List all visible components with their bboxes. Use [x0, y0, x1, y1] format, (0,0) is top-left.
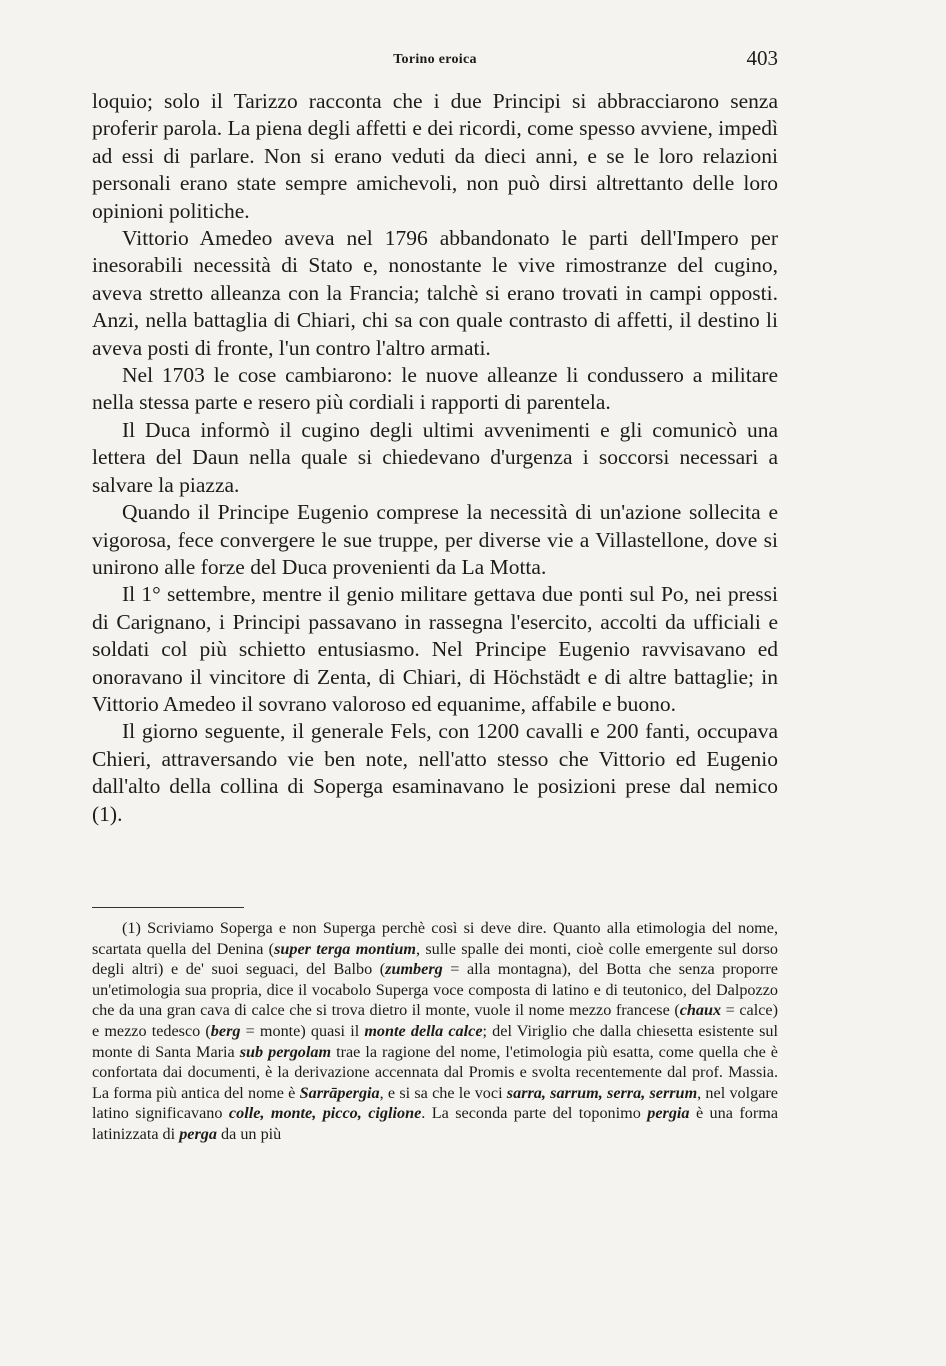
footnote-italic-term: monte della calce	[364, 1021, 483, 1040]
body-text	[92, 88, 778, 828]
footnote-italic-term: berg	[210, 1021, 241, 1040]
footnote-segment: , e si sa che le voci	[379, 1083, 507, 1102]
footnote-italic-term: super terga montium	[274, 939, 416, 958]
footnote-segment: = alla montagna), del Botta che senza proporre un'etimologia sua propria, dice il vocabolo Superga voce composta di latino e di teutonico, del Dalpozzo che da una gran cava di calce che si trova dietro il monte, vuole il nome mezzo francese (	[92, 960, 778, 1020]
footnote	[92, 918, 778, 1145]
footnote-segment: trae la ragione del nome, l'etimologia più esatta, come quella che è confortata dai documenti, è la derivazione accennata dal Promis e svolta recentemente dal prof. Massia. La forma più antica del nome è	[92, 1042, 778, 1102]
footnote-italic-term: sarra, sarrum, serra, serrum	[506, 1083, 698, 1102]
footnote-italic-term: zumberg	[385, 960, 443, 979]
paragraph: Il giorno seguente, il generale Fels, con 1200 cavalli e 200 fanti, occupava Chieri, attraversando vie ben note, nell'atto stesso che Vittorio ed Eugenio dall'alto della collina di Soperga esaminavano le posizioni prese dal nemico (1).	[92, 719, 778, 826]
footnote-separator	[92, 907, 244, 908]
footnote-segment: (1) Scriviamo Soperga e non Superga perchè così si deve dire. Quanto alla etimologia del nome, scartata quella del Denina (	[92, 919, 778, 958]
paragraph: Nel 1703 le cose cambiarono: le nuove alleanze li condussero a militare nella stessa parte e resero più cordiali i rapporti di parentela.	[92, 363, 778, 415]
paragraph: Quando il Principe Eugenio comprese la necessità di un'azione sollecita e vigorosa, fece convergere le sue truppe, per diverse vie a Villastellone, dove si unirono alle forze del Duca provenienti da La Motta.	[92, 500, 778, 579]
paragraph: Vittorio Amedeo aveva nel 1796 abbandonato le parti dell'Impero per inesorabili necessità di Stato e, nonostante le vive rimostranze del cugino, aveva stretto alleanza con la Francia; talchè si erano trovati in campi opposti. Anzi, nella battaglia di Chiari, chi sa con quale contrasto di affetti, il destino li aveva posti di fronte, l'un contro l'altro armati.	[92, 226, 778, 360]
footnote-text	[92, 918, 778, 1145]
footnote-italic-term: sub pergolam	[239, 1042, 332, 1061]
footnote-segment: ; del Viriglio che dalla chiesetta esistente sul monte di Santa Maria	[92, 1021, 778, 1061]
footnote-segment: da un più	[216, 1124, 282, 1143]
footnote-segment: , nel volgare latino significavano	[92, 1083, 778, 1123]
footnote-segment: , sulle spalle dei monti, cioè colle emergente sul dorso degli altri) e de' suoi seguaci, del Balbo (	[92, 939, 778, 979]
footnote-italic-term: colle, monte, picco, ciglione	[228, 1104, 422, 1123]
running-title: Torino eroica	[393, 52, 477, 67]
paragraph: loquio; solo il Tarizzo racconta che i due Principi si abbracciarono senza proferir parola. La piena degli affetti e dei ricordi, come spesso avviene, impedì ad essi di parlare. Non si erano veduti da dieci anni, e se le loro relazioni personali erano state sempre amichevoli, non può dirsi altrettanto delle loro opinioni politiche.	[92, 89, 778, 223]
footnote-italic-term: pergia	[647, 1104, 690, 1123]
footnote-italic-term: chaux	[679, 1001, 722, 1020]
footnote-segment: = monte) quasi il	[240, 1021, 365, 1040]
page-number: 403	[746, 46, 778, 70]
paragraph: Il 1° settembre, mentre il genio militare gettava due ponti sul Po, nei pressi di Carignano, i Principi passavano in rassegna l'esercito, accolti da ufficiali e soldati col più schietto entusiasmo. Nel Principe Eugenio ravvisavano ed onoravano il vincitore di Zenta, di Chiari, di Höchstädt e di altre battaglie; in Vittorio Amedeo il sovrano valoroso ed equanime, affabile e buono.	[92, 582, 778, 716]
footnote-italic-term: Sarrāpergia	[299, 1083, 380, 1102]
footnote-segment: . La seconda parte del toponimo	[421, 1104, 648, 1123]
footnote-italic-term: perga	[179, 1124, 217, 1143]
running-head	[92, 46, 778, 76]
paragraph: Il Duca informò il cugino degli ultimi avvenimenti e gli comunicò una lettera del Daun nella quale si chiedevano d'urgenza i soccorsi necessari a salvare la piazza.	[92, 417, 778, 497]
footnote-segment: è una forma latinizzata di	[92, 1104, 779, 1143]
footnote-segment: = calce) e mezzo tedesco (	[92, 1001, 778, 1040]
